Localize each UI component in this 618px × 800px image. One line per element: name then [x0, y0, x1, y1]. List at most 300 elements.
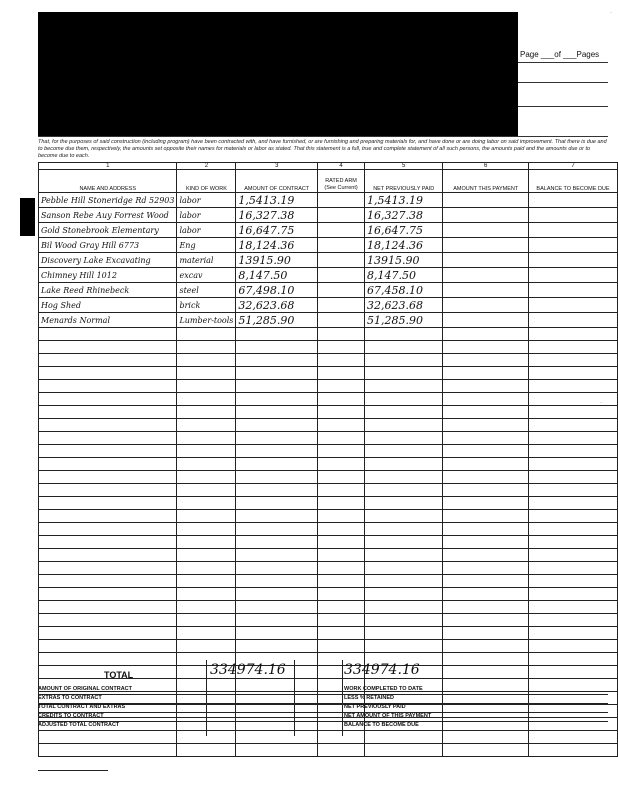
summary-divider	[342, 660, 343, 736]
blank-cell	[318, 406, 365, 419]
kind-of-work-text: Eng	[179, 240, 196, 250]
blank-cell	[529, 640, 618, 653]
name-address-text: Lake Reed Rhinebeck	[41, 285, 130, 295]
table-row-blank	[39, 406, 618, 419]
name-address-text: Chimney Hill 1012	[41, 270, 117, 280]
blank-cell	[177, 380, 236, 393]
summary-rule	[38, 694, 608, 695]
table-row-blank	[39, 744, 618, 757]
blank-cell	[177, 354, 236, 367]
blank-cell	[177, 406, 236, 419]
blank-cell	[529, 497, 618, 510]
table-row	[39, 208, 618, 223]
blank-cell	[443, 718, 529, 731]
blank-cell	[39, 367, 177, 380]
summary-rule	[38, 730, 608, 731]
blank-cell	[318, 367, 365, 380]
summary-right-label: LESS % RETAINED	[344, 695, 395, 701]
this-payment-cell	[443, 208, 529, 223]
blank-cell	[177, 536, 236, 549]
name-address-cell	[39, 193, 177, 208]
col-number: 2	[177, 163, 236, 170]
blank-cell	[529, 549, 618, 562]
blank-cell	[364, 562, 442, 575]
balance-cell	[529, 298, 618, 313]
this-payment-cell	[443, 253, 529, 268]
this-payment-cell	[443, 283, 529, 298]
blank-cell	[443, 653, 529, 666]
blank-cell	[318, 536, 365, 549]
total-contract-amount: 334974.16	[210, 662, 286, 678]
blank-cell	[443, 523, 529, 536]
table-row	[39, 223, 618, 238]
this-payment-cell	[443, 298, 529, 313]
blank-cell	[236, 627, 318, 640]
blank-cell	[529, 562, 618, 575]
name-address-text: Bil Wood Gray Hill 6773	[41, 240, 140, 250]
blank-cell	[318, 484, 365, 497]
previously-paid-text: 8,147.50	[366, 268, 416, 282]
rated-cell	[318, 268, 365, 283]
header-rule	[518, 62, 608, 63]
blank-cell	[39, 484, 177, 497]
blank-cell	[364, 536, 442, 549]
blank-cell	[443, 458, 529, 471]
previously-paid-text: 32,623.68	[366, 298, 423, 312]
blank-cell	[364, 380, 442, 393]
kind-of-work-cell	[177, 268, 236, 283]
blank-cell	[177, 601, 236, 614]
previously-paid-text: 1,5413.19	[366, 193, 423, 207]
table-row-blank	[39, 562, 618, 575]
blank-cell	[318, 445, 365, 458]
contract-amount-cell	[236, 298, 318, 313]
table-row	[39, 283, 618, 298]
blank-cell	[529, 380, 618, 393]
col-number: 5	[364, 163, 442, 170]
blank-cell	[39, 744, 177, 757]
blank-cell	[236, 471, 318, 484]
contract-amount-cell	[236, 193, 318, 208]
blank-cell	[364, 367, 442, 380]
blank-cell	[364, 341, 442, 354]
blank-cell	[177, 484, 236, 497]
kind-of-work-cell	[177, 208, 236, 223]
blank-cell	[318, 562, 365, 575]
blank-cell	[39, 575, 177, 588]
scan-speckle: ·	[610, 10, 612, 16]
blank-cell	[39, 627, 177, 640]
blank-cell	[39, 588, 177, 601]
blank-cell	[39, 640, 177, 653]
table-row-blank	[39, 510, 618, 523]
blank-cell	[39, 432, 177, 445]
blank-cell	[236, 497, 318, 510]
balance-cell	[529, 208, 618, 223]
this-payment-cell	[443, 223, 529, 238]
this-payment-cell	[443, 238, 529, 253]
table-row	[39, 298, 618, 313]
blank-cell	[236, 549, 318, 562]
name-address-cell	[39, 253, 177, 268]
blank-cell	[177, 367, 236, 380]
blank-cell	[236, 588, 318, 601]
col-number: 3	[236, 163, 318, 170]
blank-cell	[443, 588, 529, 601]
table-row-blank	[39, 575, 618, 588]
previously-paid-cell	[364, 238, 442, 253]
blank-cell	[443, 497, 529, 510]
blank-cell	[364, 601, 442, 614]
index-tab-mark	[20, 198, 35, 236]
summary-left-label: TOTAL CONTRACT AND EXTRAS	[38, 704, 126, 710]
blank-cell	[236, 367, 318, 380]
blank-cell	[364, 588, 442, 601]
balance-cell	[529, 253, 618, 268]
table-row-blank	[39, 432, 618, 445]
table-row-blank	[39, 445, 618, 458]
blank-cell	[318, 575, 365, 588]
rated-cell	[318, 298, 365, 313]
blank-cell	[443, 484, 529, 497]
blank-cell	[177, 640, 236, 653]
balance-cell	[529, 238, 618, 253]
blank-cell	[529, 627, 618, 640]
blank-cell	[318, 458, 365, 471]
blank-cell	[236, 601, 318, 614]
kind-of-work-text: material	[179, 255, 214, 265]
previously-paid-cell	[364, 208, 442, 223]
table-row-blank	[39, 419, 618, 432]
blank-cell	[177, 549, 236, 562]
contract-amount-text: 16,647.75	[238, 223, 295, 237]
blank-cell	[364, 406, 442, 419]
col-header: NET PREVIOUSLY PAID	[364, 170, 442, 193]
previously-paid-cell	[364, 283, 442, 298]
name-address-cell	[39, 223, 177, 238]
blank-cell	[39, 614, 177, 627]
blank-cell	[529, 614, 618, 627]
contract-amount-cell	[236, 223, 318, 238]
blank-cell	[236, 432, 318, 445]
summary-divider	[206, 660, 207, 736]
blank-cell	[529, 601, 618, 614]
blank-cell	[443, 614, 529, 627]
blank-cell	[39, 406, 177, 419]
summary-right-label: WORK COMPLETED TO DATE	[344, 686, 423, 692]
table-row	[39, 313, 618, 328]
blank-cell	[236, 419, 318, 432]
rated-cell	[318, 193, 365, 208]
blank-cell	[177, 588, 236, 601]
blank-cell	[177, 458, 236, 471]
name-address-text: Discovery Lake Excavating	[41, 255, 151, 265]
blank-cell	[443, 744, 529, 757]
blank-cell	[177, 575, 236, 588]
blank-cell	[529, 367, 618, 380]
name-address-cell	[39, 268, 177, 283]
summary-right-label: NET AMOUNT OF THIS PAYMENT	[344, 713, 432, 719]
table-row-blank	[39, 731, 618, 744]
blank-cell	[236, 640, 318, 653]
waiver-ledger-table	[38, 162, 618, 757]
previously-paid-text: 16,327.38	[366, 208, 423, 222]
table-row	[39, 253, 618, 268]
table-row	[39, 268, 618, 283]
table-row-blank	[39, 705, 618, 718]
summary-right-label: BALANCE TO BECOME DUE	[344, 722, 419, 728]
blank-cell	[39, 510, 177, 523]
table-row-blank	[39, 471, 618, 484]
kind-of-work-cell	[177, 283, 236, 298]
summary-left-label: AMOUNT OF ORIGINAL CONTRACT	[38, 686, 133, 692]
blank-cell	[236, 718, 318, 731]
blank-cell	[364, 523, 442, 536]
blank-cell	[529, 341, 618, 354]
blank-cell	[177, 510, 236, 523]
balance-cell	[529, 223, 618, 238]
summary-rule	[38, 721, 608, 722]
contract-amount-text: 16,327.38	[238, 208, 295, 222]
blank-cell	[529, 445, 618, 458]
balance-cell	[529, 283, 618, 298]
blank-cell	[318, 419, 365, 432]
blank-cell	[443, 393, 529, 406]
blank-cell	[39, 471, 177, 484]
blank-cell	[39, 445, 177, 458]
blank-cell	[236, 354, 318, 367]
blank-cell	[529, 471, 618, 484]
table-row-blank	[39, 588, 618, 601]
kind-of-work-text: labor	[179, 195, 201, 205]
name-address-cell	[39, 238, 177, 253]
blank-cell	[529, 432, 618, 445]
blank-cell	[39, 601, 177, 614]
blank-cell	[39, 536, 177, 549]
this-payment-cell	[443, 193, 529, 208]
blank-cell	[318, 744, 365, 757]
blank-cell	[443, 432, 529, 445]
blank-cell	[39, 523, 177, 536]
blank-cell	[236, 510, 318, 523]
rated-cell	[318, 238, 365, 253]
header-rule	[38, 136, 608, 137]
blank-cell	[318, 354, 365, 367]
blank-cell	[177, 614, 236, 627]
previously-paid-text: 51,285.90	[366, 313, 423, 327]
blank-cell	[318, 614, 365, 627]
blank-cell	[443, 419, 529, 432]
table-row-blank	[39, 484, 618, 497]
blank-cell	[177, 523, 236, 536]
contract-amount-text: 67,498.10	[238, 283, 295, 297]
blank-cell	[443, 705, 529, 718]
table-row-blank	[39, 354, 618, 367]
blank-cell	[318, 432, 365, 445]
blank-cell	[177, 562, 236, 575]
table-row-blank	[39, 601, 618, 614]
blank-cell	[364, 744, 442, 757]
blank-cell	[529, 666, 618, 679]
col-number: 7	[529, 163, 618, 170]
name-address-text: Sanson Rebe Auy Forrest Wood	[41, 210, 169, 220]
blank-cell	[529, 393, 618, 406]
table-row-blank	[39, 640, 618, 653]
kind-of-work-text: excav	[179, 270, 203, 280]
name-address-text: Pebble Hill Stoneridge Rd 52903	[41, 195, 175, 205]
previously-paid-cell	[364, 268, 442, 283]
blank-cell	[364, 458, 442, 471]
previously-paid-cell	[364, 253, 442, 268]
blank-cell	[236, 705, 318, 718]
blank-cell	[529, 705, 618, 718]
blank-cell	[364, 354, 442, 367]
col-header: NAME AND ADDRESS	[39, 170, 177, 193]
rated-cell	[318, 283, 365, 298]
this-payment-cell	[443, 313, 529, 328]
kind-of-work-cell	[177, 223, 236, 238]
kind-of-work-cell	[177, 238, 236, 253]
contract-amount-cell	[236, 208, 318, 223]
contract-amount-text: 51,285.90	[238, 313, 295, 327]
previously-paid-text: 18,124.36	[366, 238, 423, 252]
blank-cell	[364, 432, 442, 445]
blank-cell	[236, 341, 318, 354]
previously-paid-text: 16,647.75	[366, 223, 423, 237]
blank-cell	[443, 666, 529, 679]
blank-cell	[364, 445, 442, 458]
previously-paid-cell	[364, 193, 442, 208]
blank-cell	[318, 341, 365, 354]
blank-cell	[39, 562, 177, 575]
blank-cell	[364, 497, 442, 510]
blank-cell	[443, 341, 529, 354]
page-of-pages: Page ___of ___Pages	[520, 50, 600, 59]
table-row-blank	[39, 614, 618, 627]
blank-cell	[364, 627, 442, 640]
blank-cell	[236, 406, 318, 419]
previously-paid-cell	[364, 313, 442, 328]
blank-cell	[236, 380, 318, 393]
balance-cell	[529, 313, 618, 328]
scan-speckle: ·	[600, 400, 602, 406]
blank-cell	[236, 458, 318, 471]
blank-cell	[177, 341, 236, 354]
blank-cell	[529, 744, 618, 757]
name-address-text: Menards Normal	[41, 315, 110, 325]
table-row-blank	[39, 380, 618, 393]
blank-cell	[39, 653, 177, 666]
blank-cell	[529, 406, 618, 419]
header-rule	[518, 106, 608, 107]
contract-amount-text: 13915.90	[238, 253, 291, 267]
blank-cell	[39, 380, 177, 393]
table-row-blank	[39, 653, 618, 666]
blank-cell	[364, 510, 442, 523]
blank-cell	[364, 575, 442, 588]
column-number-row	[39, 163, 618, 170]
blank-cell	[529, 458, 618, 471]
table-row-blank	[39, 341, 618, 354]
blank-cell	[236, 731, 318, 744]
name-address-text: Hog Shed	[41, 300, 81, 310]
blank-cell	[39, 731, 177, 744]
this-payment-cell	[443, 268, 529, 283]
blank-cell	[443, 367, 529, 380]
blank-cell	[177, 471, 236, 484]
blank-cell	[39, 393, 177, 406]
col-header: AMOUNT OF CONTRACT	[236, 170, 318, 193]
blank-cell	[364, 393, 442, 406]
table-row-blank	[39, 328, 618, 341]
summary-right-label: NET PREVIOUSLY PAID	[344, 704, 406, 710]
blank-cell	[318, 510, 365, 523]
contract-amount-text: 32,623.68	[238, 298, 295, 312]
rated-cell	[318, 313, 365, 328]
blank-cell	[364, 731, 442, 744]
contract-amount-text: 18,124.36	[238, 238, 295, 252]
blank-cell	[443, 471, 529, 484]
table-row-blank	[39, 536, 618, 549]
table-row-blank	[39, 718, 618, 731]
blank-cell	[529, 510, 618, 523]
blank-cell	[177, 627, 236, 640]
blank-cell	[39, 328, 177, 341]
table-row-blank	[39, 367, 618, 380]
balance-cell	[529, 268, 618, 283]
previously-paid-cell	[364, 298, 442, 313]
previously-paid-cell	[364, 223, 442, 238]
kind-of-work-cell	[177, 253, 236, 268]
blank-cell	[443, 354, 529, 367]
table-row-blank	[39, 523, 618, 536]
blank-cell	[364, 484, 442, 497]
blank-cell	[236, 393, 318, 406]
blank-cell	[529, 523, 618, 536]
contract-amount-text: 8,147.50	[238, 268, 288, 282]
blank-cell	[443, 640, 529, 653]
redacted-header-block	[38, 12, 518, 136]
table-row-blank	[39, 497, 618, 510]
blank-cell	[443, 679, 529, 692]
blank-cell	[177, 328, 236, 341]
blank-cell	[39, 497, 177, 510]
blank-cell	[443, 380, 529, 393]
blank-cell	[443, 562, 529, 575]
total-label: TOTAL	[104, 670, 134, 680]
blank-cell	[364, 419, 442, 432]
contract-amount-cell	[236, 283, 318, 298]
rated-cell	[318, 208, 365, 223]
blank-cell	[318, 588, 365, 601]
table-row	[39, 193, 618, 208]
blank-cell	[236, 536, 318, 549]
blank-cell	[177, 744, 236, 757]
blank-cell	[177, 419, 236, 432]
blank-cell	[318, 393, 365, 406]
name-address-cell	[39, 283, 177, 298]
balance-cell	[529, 193, 618, 208]
table-row-blank	[39, 393, 618, 406]
col-number: 6	[443, 163, 529, 170]
kind-of-work-text: labor	[179, 225, 201, 235]
blank-cell	[236, 744, 318, 757]
blank-cell	[236, 562, 318, 575]
blank-cell	[236, 445, 318, 458]
blank-cell	[236, 679, 318, 692]
rated-cell	[318, 253, 365, 268]
blank-cell	[236, 523, 318, 536]
